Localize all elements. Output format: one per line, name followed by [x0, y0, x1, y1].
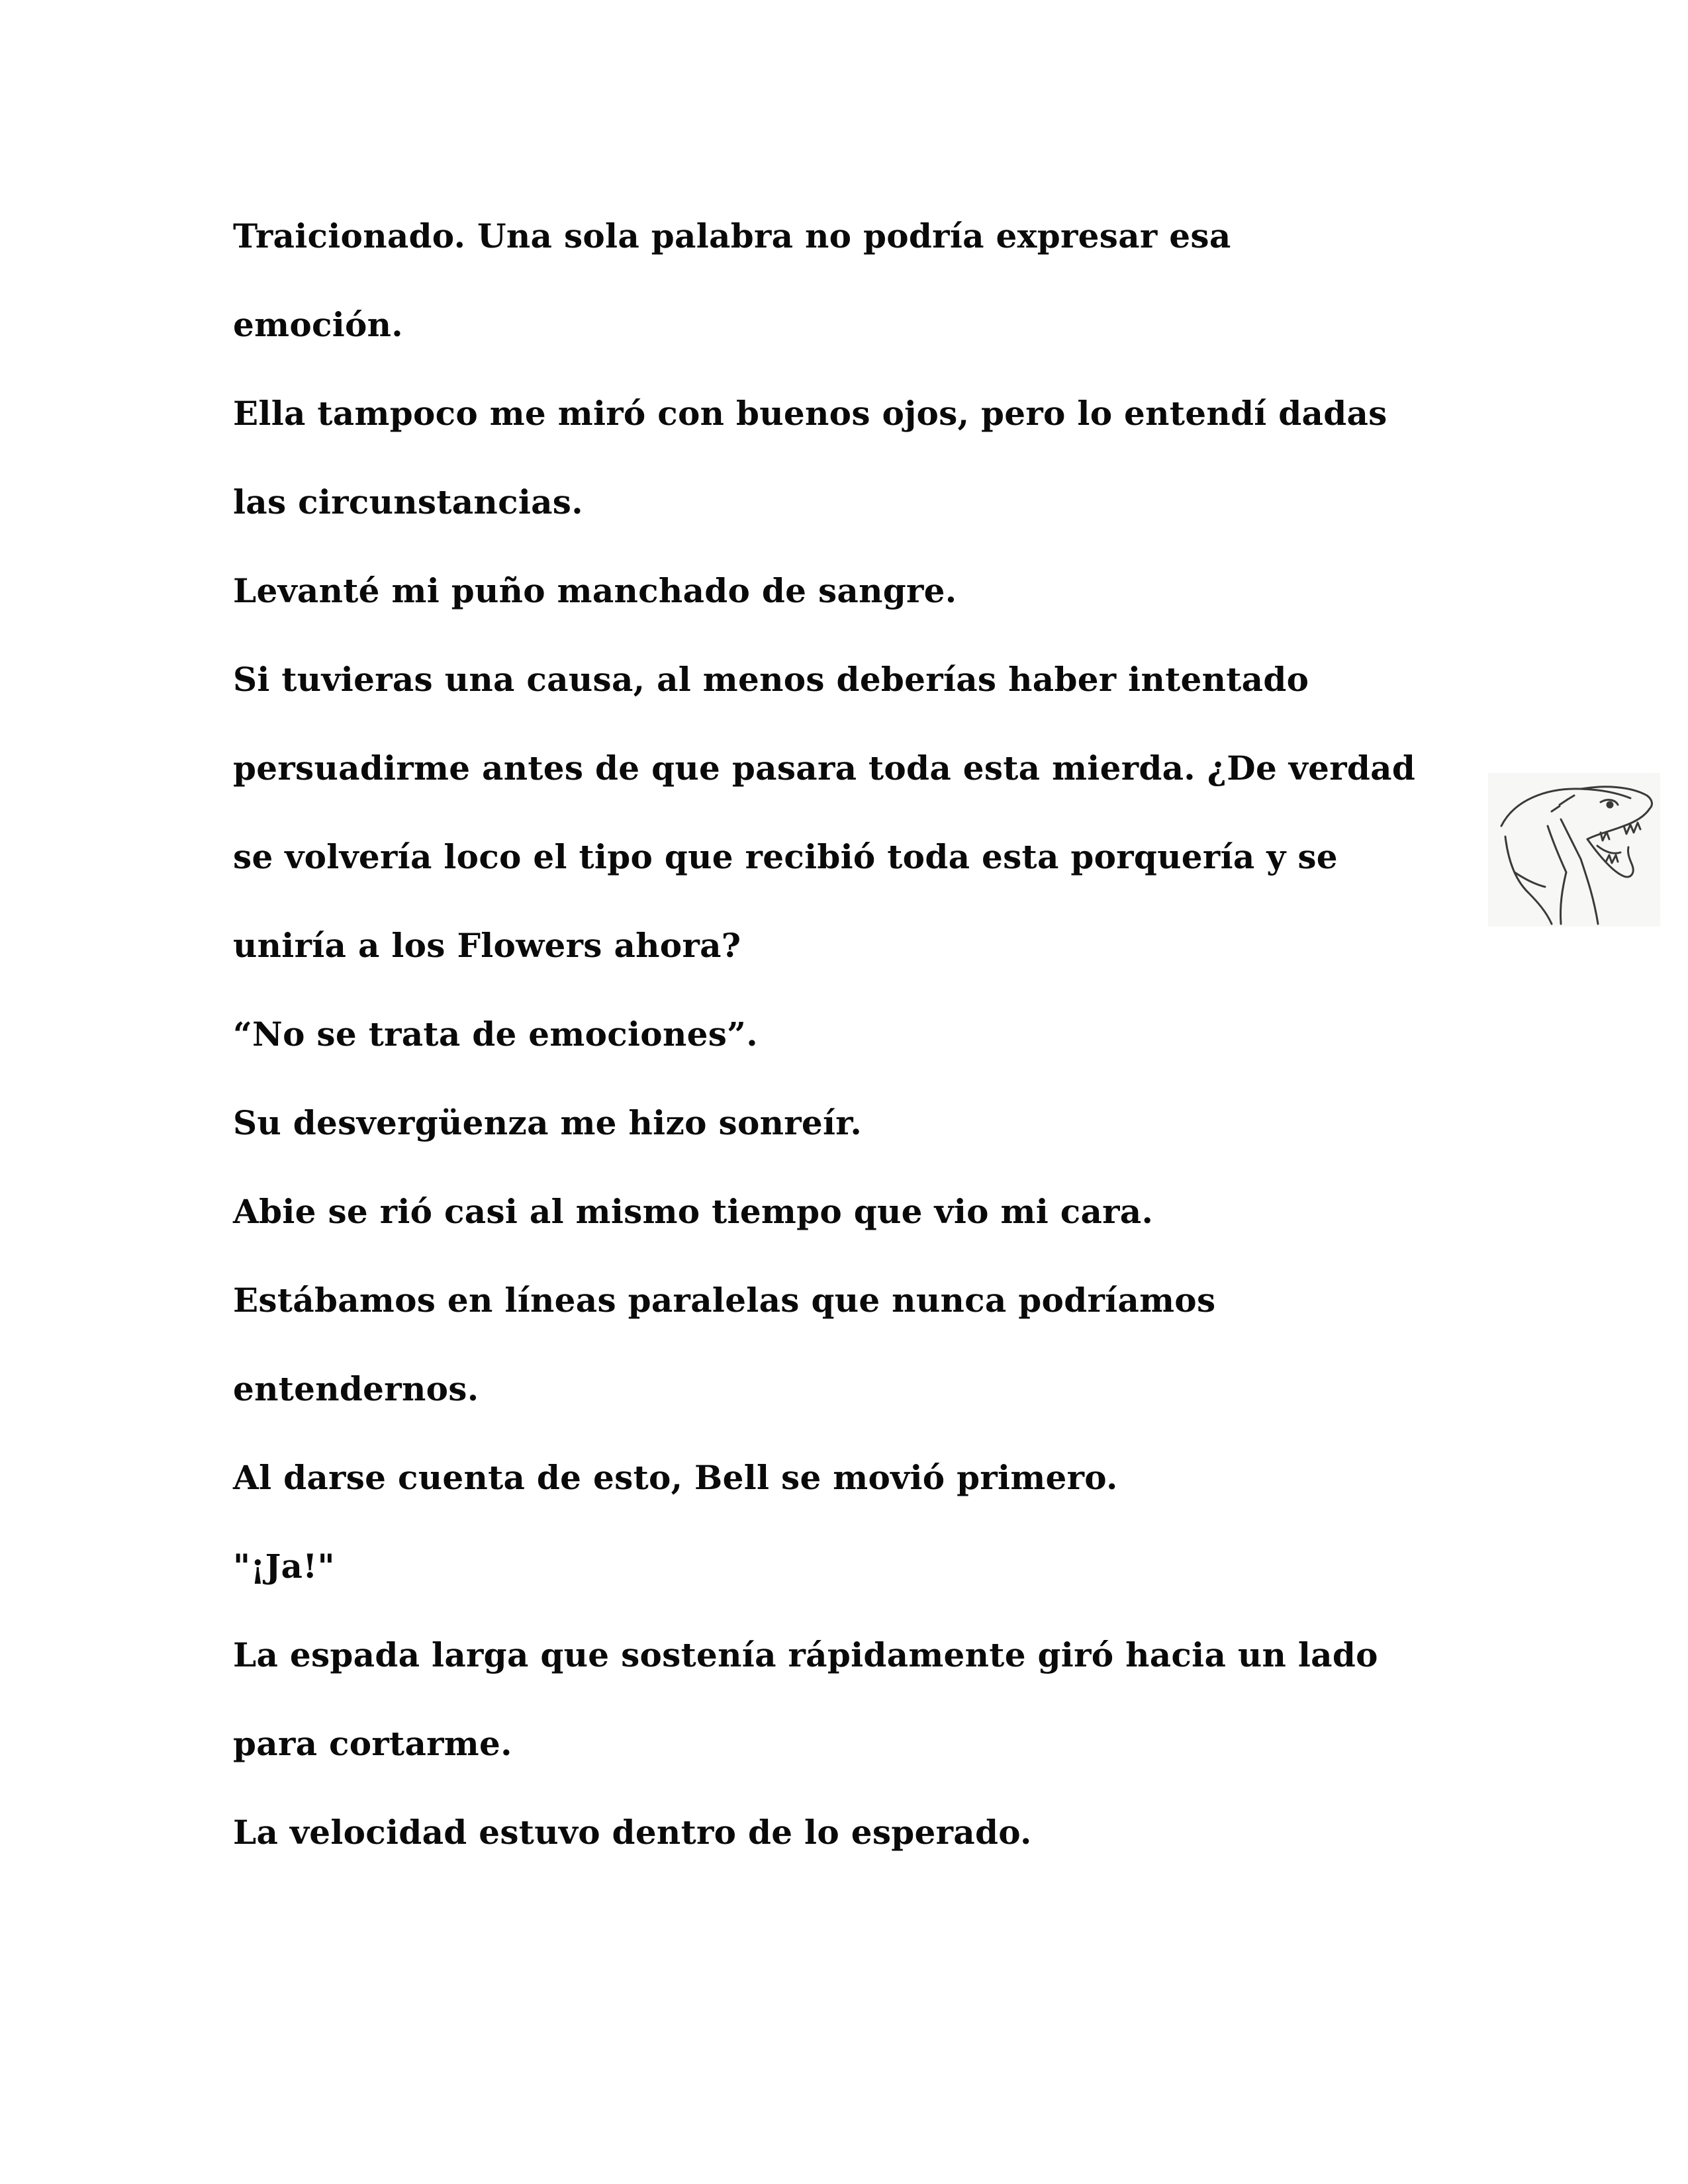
text-line: Abie se rió casi al mismo tiempo que vio mi cara. — [233, 1192, 1154, 1231]
dinosaur-head-sketch-icon — [1488, 773, 1660, 927]
text-line: se volvería loco el tipo que recibió toda esta porquería y se — [233, 837, 1338, 876]
text-line: Si tuvieras una causa, al menos deberías haber intentado — [233, 660, 1309, 699]
text-line: uniría a los Flowers ahora? — [233, 926, 741, 965]
text-line: Su desvergüenza me hizo sonreír. — [233, 1103, 863, 1142]
text-line: emoción. — [233, 305, 404, 344]
text-line: Al darse cuenta de esto, Bell se movió primero. — [233, 1458, 1118, 1497]
text-line: para cortarme. — [233, 1724, 512, 1763]
text-line: Estábamos en líneas paralelas que nunca podríamos — [233, 1281, 1216, 1320]
text-line: Levanté mi puño manchado de sangre. — [233, 571, 957, 610]
text-line: Traicionado. Una sola palabra no podría expresar esa — [233, 216, 1231, 255]
text-line: Ella tampoco me miró con buenos ojos, pero lo entendí dadas — [233, 394, 1387, 433]
text-line: "¡Ja!" — [233, 1547, 335, 1586]
text-line: La velocidad estuvo dentro de lo esperado. — [233, 1813, 1032, 1852]
text-line: “No se trata de emociones”. — [233, 1015, 758, 1054]
body-text — [233, 192, 1491, 1877]
text-line: La espada larga que sostenía rápidamente giró hacia un lado — [233, 1635, 1378, 1674]
text-line: entendernos. — [233, 1369, 479, 1408]
text-line: persuadirme antes de que pasara toda esta mierda. ¿De verdad — [233, 749, 1416, 788]
text-line: las circunstancias. — [233, 482, 583, 522]
